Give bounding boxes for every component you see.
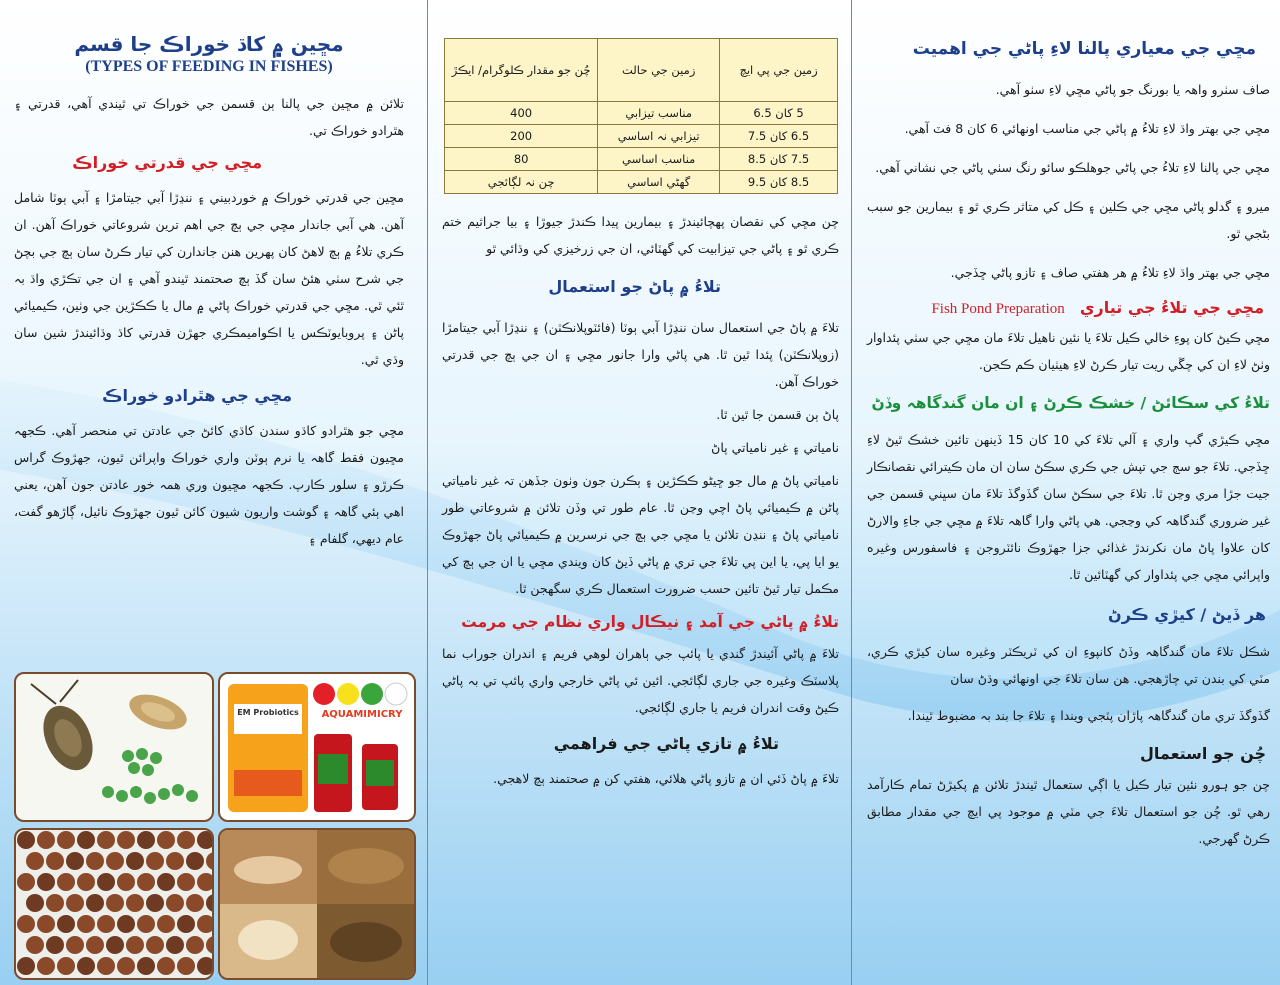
fertilizer-types-line: پاڻ ٻن قسمن جا ٿين ٿا. [716,407,839,422]
fertilizer-types-line-2: نامياتي ۽ غير نامياتي پاڻ [711,440,839,455]
lime-effect-paragraph: چن مڇي کي نقصان پهچائيندڙ ۽ بيمارين پيدا ڪندڙ جيوڙا ۽ بيا جراثيم ختم ڪري ٿو ۽ پاڻي جي تيزابيت کي گهٽائي، ان جي زرخيزي کي وڌائي ٿو [442,214,839,256]
pond-prep-heading-english: Fish Pond Preparation [931,301,1065,317]
water-point-4: ميرو ۽ گدلو پاڻي مڇي جي ڪلين ۽ ڪل کي متاثر ڪري ٿو ۽ بيمارين جو سبب بڻجي ٿو. [867,199,1270,241]
fertilizer-paragraph: تلاءَ ۾ پاڻ جي استعمال سان ننڍڙا آبي ٻوٽا (فائٽوپلانڪٽن) ۽ ننڍڙا آبي جيتامڙا (زوپلانڪٽن) پئدا ٿين ٿا. هي پاڻي وارا جانور مڇي ۽ ان جي ٻچ جي قدرتي خوراڪ آهن. [442,320,839,389]
right-title: مڇي جي معياري پالنا لاءِ پاڻي جي اهميت [912,39,1256,59]
natural-feed-heading: مڇي جي قدرتي خوراڪ [72,153,262,172]
lime-heading: چُن جو استعمال [1139,744,1266,763]
natural-feed-paragraph: مڇين جي قدرتي خوراڪ ۾ خوردبيني ۽ ننڍڙا آبي جيتامڙا ۽ آبي ٻوٽا شامل آهن. هي آبي جاندار مڇي جي ٻچ جي اهم ترين شروعاتي خوراڪ آهن. ان ڪري تلاءُ ۾ ٻچ لاهڻ کان پهرين هنن جاندارن کي تيار ڪرڻ سان ٻچ جي بچڻ جي شرح سٺي هئڻ سان گڏ ٻچ صحتمند ٿيندو آهي ۽ ان جي تڪڙي واڌ بہ ٿئي ٿي. مڇي جي قدرتي خوراڪ پاڻي ۾ مال يا ڪڪڙين جي وٺين، ڪيميائي پاڻن ۽ پروبايوٽڪس يا اڪواميمڪري جهڙن قدرتي کاڌ وڌائيندڙ شين سان وڌي ٿي. [14,190,404,367]
pond-prep-heading-sindhi: مڇي جي تلاءُ جي تياري [1079,298,1264,317]
drying-heading: تلاءُ کي سڪائڻ / خشڪ ڪرڻ ۽ ان مان گندگاهہ وڏڻ [871,394,1270,412]
left-subtitle: (TYPES OF FEEDING IN FISHES) [85,58,333,75]
fresh-water-paragraph: تلاءَ ۾ پاڻ ڏئي ان ۾ تازو پاڻي هلائي، هفتي کن ۾ صحتمند ٻچ لاهجي. [493,771,839,786]
fresh-water-heading: تلاءُ ۾ تازي پاڻي جي فراهمي [553,734,779,753]
table-cell: تيزابي نہ اساسي [598,125,720,148]
water-point-3: مڇي جي پالنا لاءِ تلاءُ جي پاڻي جوهلڪو سائو رنگ سٺي پاڻي جي نشاني آهي. [875,160,1270,175]
table-row [445,148,838,171]
pond-prep-paragraph: مڇي ڪيڻ کان پوءِ خالي ڪيل تلاءَ يا نئين ناهيل تلاءَ مان مڇي جي سٺي پئداوار وٺڻ لاءِ ان کي چڱي ريت تيار ڪرڻ لاءِ هيٺيان ڪم ڪجن. [867,330,1270,372]
middle-panel [427,0,852,985]
drainage-paragraph: تلاءَ ۾ پاڻي آئيندڙ گندي يا پائپ جي ٻاهران لوهي فريم ۽ اندران جوراب نما پلاسٽڪ وغيره جي جاري لڳائجي. ائين ئي پاڻي خارجي واري پائپ تي بہ پاڻي ڪيڻ وقت اندران فريم يا جاري لڳائجي. [442,646,839,715]
table-header-cell: زمين جي پي ايچ [720,39,838,102]
aquamimicry-label: AQUAMIMICRY [321,709,403,720]
table-cell: 7.5 کان 8.5 [720,148,838,171]
right-panel [853,0,1280,985]
fertilizer-details-paragraph: نامياتي پاڻ ۾ مال جو ڇيڻو ڪڪڙين ۽ ٻڪرن جون وٺون جڏهن تہ غير نامياتي پاڻن ۾ ڪيميائي پاڻ اچي وڃن ٿا. عام طور تي وڏن تلائن ۾ شروعاتي طور نامياتي پاڻ ۽ ننڍن تلائن يا مڇي جي ٻچ جي نرسرين ۾ ڪيميائي پاڻ جهڙوڪ يو ايا پي، يا اين پي تلاءَ جي تري ۾ پاڻي ڏيڻ کان ويندي مڇي يا ان جي ٻچ کي مڪمل تيار ٿيڻ تائين حسب ضرورت استعمال ڪري سگهجن ٿا. [442,473,839,596]
table-cell: 8.5 کان 9.5 [720,171,838,194]
artificial-feed-paragraph: مڇي جو هٿرادو کاڌو سندن کاڌي کائڻ جي عادتن تي منحصر آهي. ڪجهہ مڇيون فقط گاهہ يا نرم ٻوٽن واري خوراڪ واپرائن ٿيون، جهڙوڪ گراس ڪرڙو ۽ سلور ڪارپ. ڪجهہ مڇيون وري همہ خور عادتن جون آهن، يعني اهي ٻئي گاهہ ۽ گوشت واريون شيون کائن ٿيون جهڙوڪ نائيل، ڳاڙهو گفت، عام ديهي، گلفام ۽ [14,423,404,546]
table-cell: مناسب تيزابي [598,102,720,125]
lime-table [444,38,838,194]
table-row [445,102,838,125]
intro-paragraph: تلائن ۾ مڇين جي پالنا ٻن قسمن جي خوراڪ تي ٿيندي آهي، قدرتي ۽ هٿرادو خوراڪ تي. [14,96,404,138]
table-header-cell: زمين جي حالت [598,39,720,102]
fertilizer-heading: تلاءُ ۾ پاڻ جو استعمال [548,277,721,296]
zooplankton-photo [14,672,214,822]
water-point-5: مڇي جي بهتر واڌ لاءِ تلاءُ ۾ هر هفتي صاف ۽ تازو پاڻي ڇڏجي. [950,265,1270,280]
artificial-feed-heading: مڇي جي هٿرادو خوراڪ [102,386,292,405]
table-cell: 5 کان 6.5 [720,102,838,125]
left-title: مڇين ۾ کاڌ خوراڪ جا قسم [74,32,344,56]
ploughing-paragraph-1: شڪل تلاءَ مان گندگاهہ وڏڻ کانپوءِ ان کي ٽريڪٽر وغيره سان کيڙي ڪري، مٽي کي بندن تي چاڙهجي. هن سان تلاءَ جي اونهائي وڌڻ سان [867,644,1270,686]
drainage-heading: تلاءُ ۾ پاڻي جي آمد ۽ نيڪال واري نظام جي مرمت [461,613,839,631]
water-point-1: صاف سٺرو واهہ يا بورنگ جو پاڻي مڇي لاءِ سٺو آهي. [995,82,1270,97]
table-cell: 400 [445,102,598,125]
table-cell: گهڻي اساسي [598,171,720,194]
table-header-row [445,39,838,102]
feed-pellets-photo [14,828,214,980]
em-probiotics-label: EM Probiotics [237,708,299,717]
drying-paragraph: مڇي ڪيڙي گپ واري ۽ آلي تلاءَ کي 10 کان 15 ڏينهن تائين خشڪ ٿيڻ لاءِ ڇڏجي. تلاءَ جو سڄ جي تپش جي ڪري سڪڻ سان ان مان ڪيترائي نقصانڪار جيت جڙا مري وڃن ٿا. تلاءَ جي سڪڻ سان گڏوگڏ تلاءَ مان سڀني قسمن جي غير ضروري گندگاهہ کي وڃجي. هي پاڻي وارا گاهہ تلاءَ ۾ مڇي جي جاءِ والارڻ کان علاوا پاڻ مان نکرندڙ غذائي جزا جهڙوڪ نائٽروجن ۽ فاسفورس وغيره واپرائي مڇي جي پئداوار کي گهٽائين ٿا. [867,432,1270,582]
feed-ingredients-photo [218,828,416,980]
table-row [445,125,838,148]
pond-prep-heading [867,298,1270,318]
water-point-2: مڇي جي بهتر واڌ لاءِ تلاءُ ۾ پاڻي جي مناسب اونهائي 6 کان 8 فٽ آهي. [904,121,1270,136]
lime-paragraph: چن جو ہورو نئين تيار ڪيل يا اڳي ستعمال ٿيندڙ تلائن ۾ پکيڙڻ تمام ڪارآمد رهي ٿو. چُن جو استعمال تلاءَ جي مٽي ۾ موجود پي ايچ جي مقدار مطابق ڪرڻ گهرجي. [867,777,1270,846]
table-cell: چن نہ لڳائجي [445,171,598,194]
table-cell: مناسب اساسي [598,148,720,171]
table-cell: 80 [445,148,598,171]
ploughing-paragraph-2: گڏوگڏ تري مان گندگاهہ پاڙان پٽجي ويندا ۽ تلاءَ جا بند بہ مضبوط ٿيندا. [907,708,1270,723]
table-cell: 200 [445,125,598,148]
probiotics-products-photo [218,672,416,822]
table-cell: 6.5 کان 7.5 [720,125,838,148]
table-row [445,171,838,194]
table-header-cell: چُن جو مقدار ڪلوگرام/ ايڪڙ [445,39,598,102]
ploughing-heading: هر ڏيڻ / کيڙي ڪرڻ [1108,605,1266,624]
